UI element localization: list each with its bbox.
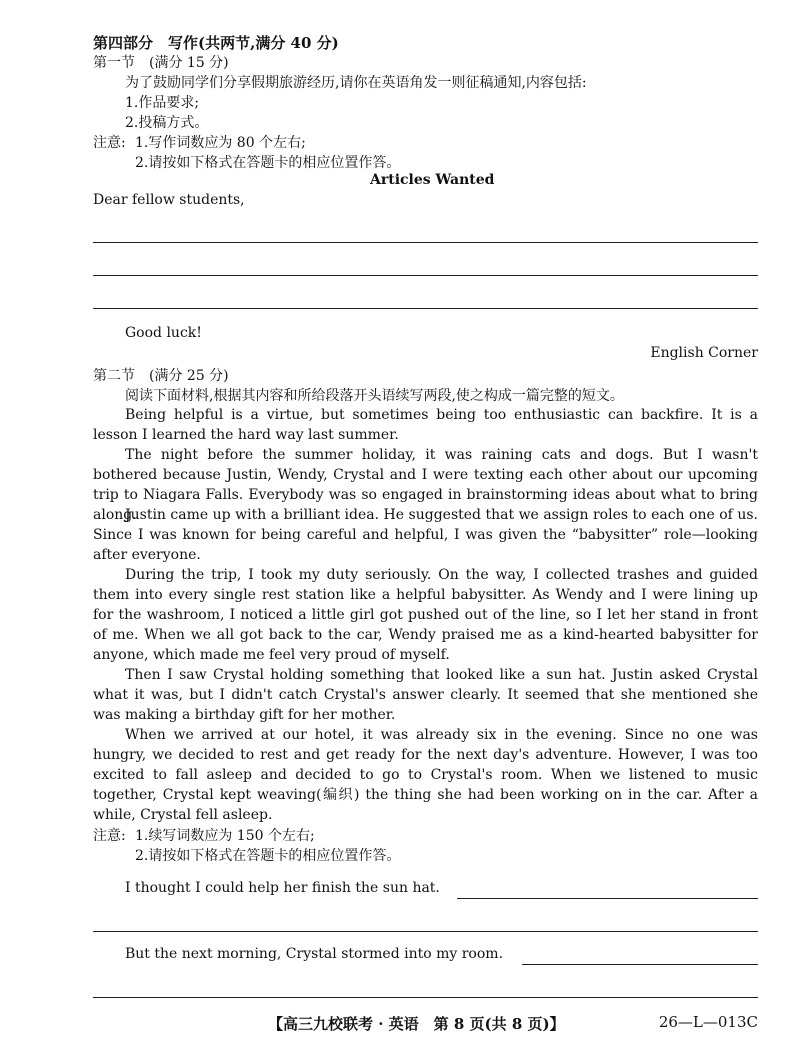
part1-notes-label: 注意: [93, 135, 126, 151]
part2-note-1: 1.续写词数应为 150 个左右; [135, 828, 315, 844]
answer-line [457, 898, 758, 899]
part1-prompt: 为了鼓励同学们分享假期旅游经历,请你在英语角发一则征稿通知,内容包括: [125, 75, 587, 91]
page-footer: 【高三九校联考 · 英语 第 8 页(共 8 页)】 [268, 1015, 565, 1033]
part2-notes-label: 注意: [93, 828, 126, 844]
part1-item-2: 2.投稿方式。 [125, 115, 209, 131]
letter-closing: Good luck! [125, 325, 202, 341]
story-paragraph: When we arrived at our hotel, it was already six in the evening. Since no one was hungry, we decided to rest and get ready for the next day's adventure. However, I was too excited to fall asleep and decided to go to Crystal's room. When we listened to music together, Crystal kept weaving(编织) the thing she had been working on in the car. After a while, Crystal fell asleep. [93, 727, 758, 823]
part2-heading: 第二节 (满分 25 分) [93, 368, 229, 384]
paper-code: 26—L—013C [658, 1013, 758, 1031]
answer-line [93, 275, 758, 276]
letter-title: Articles Wanted [370, 172, 495, 188]
continuation-start-1: I thought I could help her finish the sun hat. [125, 880, 440, 896]
part1-item-1: 1.作品要求; [125, 95, 200, 111]
part2-prompt: 阅读下面材料,根据其内容和所给段落开头语续写两段,使之构成一篇完整的短文。 [125, 388, 624, 404]
story-paragraph: Being helpful is a virtue, but sometimes being too enthusiastic can backfire. It is a lesson I learned the hard way last summer. [93, 407, 758, 443]
continuation-start-2: But the next morning, Crystal stormed into my room. [125, 946, 504, 962]
story-paragraph: Justin came up with a brilliant idea. He suggested that we assign roles to each one of us. Since I was known for being careful and helpful, I was given the “babysitter” role—looking after everyone. [93, 507, 758, 563]
part1-note-1: 1.写作词数应为 80 个左右; [135, 135, 306, 151]
answer-line [93, 308, 758, 309]
part2-note-2: 2.请按如下格式在答题卡的相应位置作答。 [135, 848, 401, 864]
part1-heading: 第一节 (满分 15 分) [93, 55, 229, 71]
answer-line [93, 931, 758, 932]
answer-line [522, 964, 758, 965]
story-paragraph: The night before the summer holiday, it was raining cats and dogs. But I wasn't bothered because Justin, Wendy, Crystal and I were texting each other about our upcoming trip to Niagara Falls. Everybody was so engaged in brainstorming ideas about what to bring along. [93, 447, 758, 523]
answer-line [93, 997, 758, 998]
letter-greeting: Dear fellow students, [93, 192, 245, 208]
story-paragraph: During the trip, I took my duty seriously. On the way, I collected trashes and guided them into every single rest station like a helpful babysitter. As Wendy and I were lining up for the washroom, I noticed a little girl got pushed out of the line, so I let her stand in front of me. When we all got back to the car, Wendy praised me as a kind-hearted babysitter for anyone, which made me feel very proud of myself. [93, 567, 758, 663]
section-title: 第四部分 写作(共两节,满分 40 分) [93, 34, 339, 52]
story-paragraph: Then I saw Crystal holding something that looked like a sun hat. Justin asked Crystal what it was, but I didn't catch Crystal's answer clearly. It seemed that she mentioned she was making a birthday gift for her mother. [93, 667, 758, 723]
letter-signature: English Corner [650, 345, 758, 361]
part1-note-2: 2.请按如下格式在答题卡的相应位置作答。 [135, 155, 401, 171]
answer-line [93, 242, 758, 243]
